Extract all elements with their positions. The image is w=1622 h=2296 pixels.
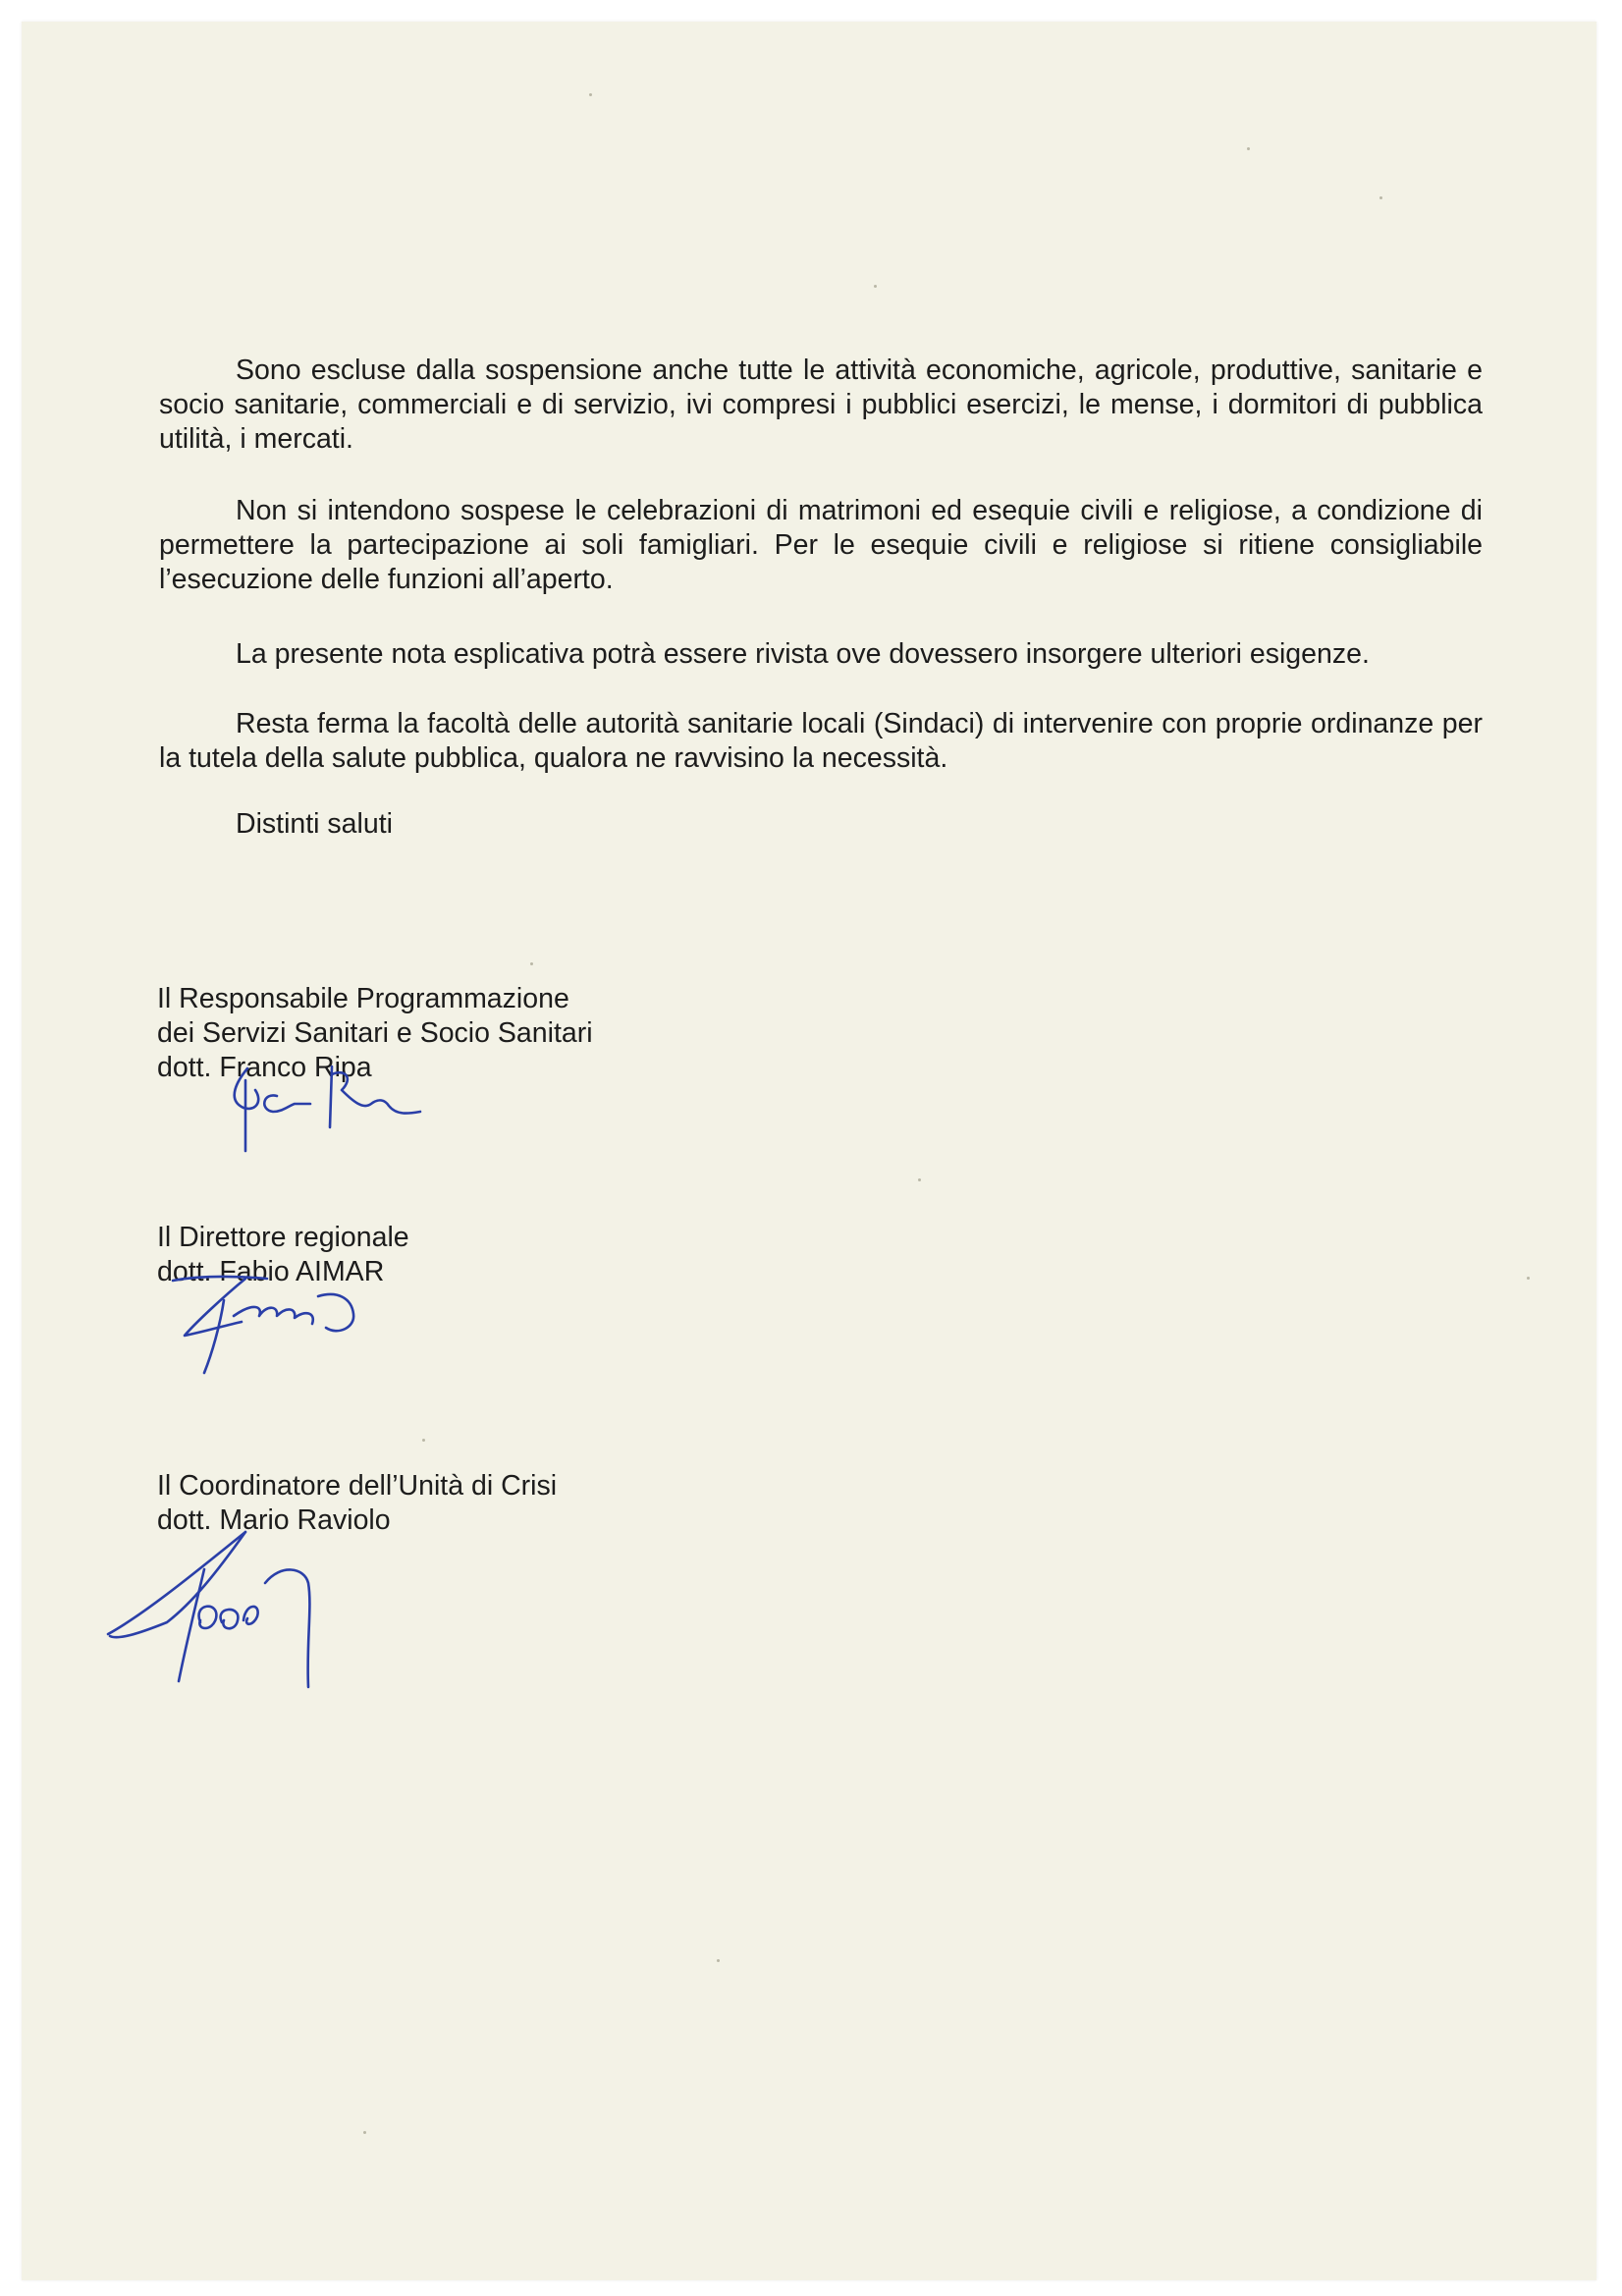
scan-speck [1247, 147, 1250, 150]
closing-salutation: Distinti saluti [236, 808, 393, 840]
scan-speck [918, 1178, 921, 1181]
scan-speck [874, 285, 877, 288]
body-paragraph: Non si intendono sospese le celebrazioni di matrimoni ed esequie civili e religiose, a condizione di permettere la partecipazione ai soli famigliari. Per le esequie civili e religiose si ritiene consigliabile l’esecuzione delle funzioni all’aperto. [159, 495, 1483, 595]
handwritten-signature-ripa [216, 1061, 442, 1154]
signatory-role: Il Coordinatore dell’Unità di Crisi [157, 1470, 558, 1502]
scan-speck [1379, 196, 1382, 199]
body-paragraph: Sono escluse dalla sospensione anche tutte le attività economiche, agricole, produttive, sanitarie e socio sanitarie, commerciali e di servizio, ivi compresi i pubblici esercizi, le mense, i dormitori di pubblica utilità, i mercati. [159, 355, 1483, 455]
scan-speck [1527, 1277, 1530, 1280]
signatory-name: dott. Franco Ripa [157, 1052, 372, 1083]
scan-speck [589, 93, 592, 96]
signatory-role: Il Direttore regionale [157, 1222, 409, 1253]
signatory-role: Il Responsabile Programmazione [157, 983, 569, 1014]
body-paragraph: La presente nota esplicativa potrà essere rivista ove dovessero insorgere ulteriori esigenze. [236, 638, 1370, 670]
scan-speck [363, 2131, 366, 2134]
signatory-name: dott. Fabio AIMAR [157, 1256, 385, 1287]
signatory-role: dei Servizi Sanitari e Socio Sanitari [157, 1017, 593, 1049]
handwritten-signature-aimar [165, 1267, 381, 1380]
scan-speck [422, 1439, 425, 1442]
body-paragraph: Resta ferma la facoltà delle autorità sanitarie locali (Sindaci) di intervenire con proprie ordinanze per la tutela della salute pubblica, qualora ne ravvisino la necessità. [159, 708, 1483, 774]
handwritten-signature-raviolo [98, 1524, 344, 1691]
signatory-name: dott. Mario Raviolo [157, 1504, 391, 1536]
scan-speck [717, 1959, 720, 1962]
scan-speck [530, 962, 533, 965]
